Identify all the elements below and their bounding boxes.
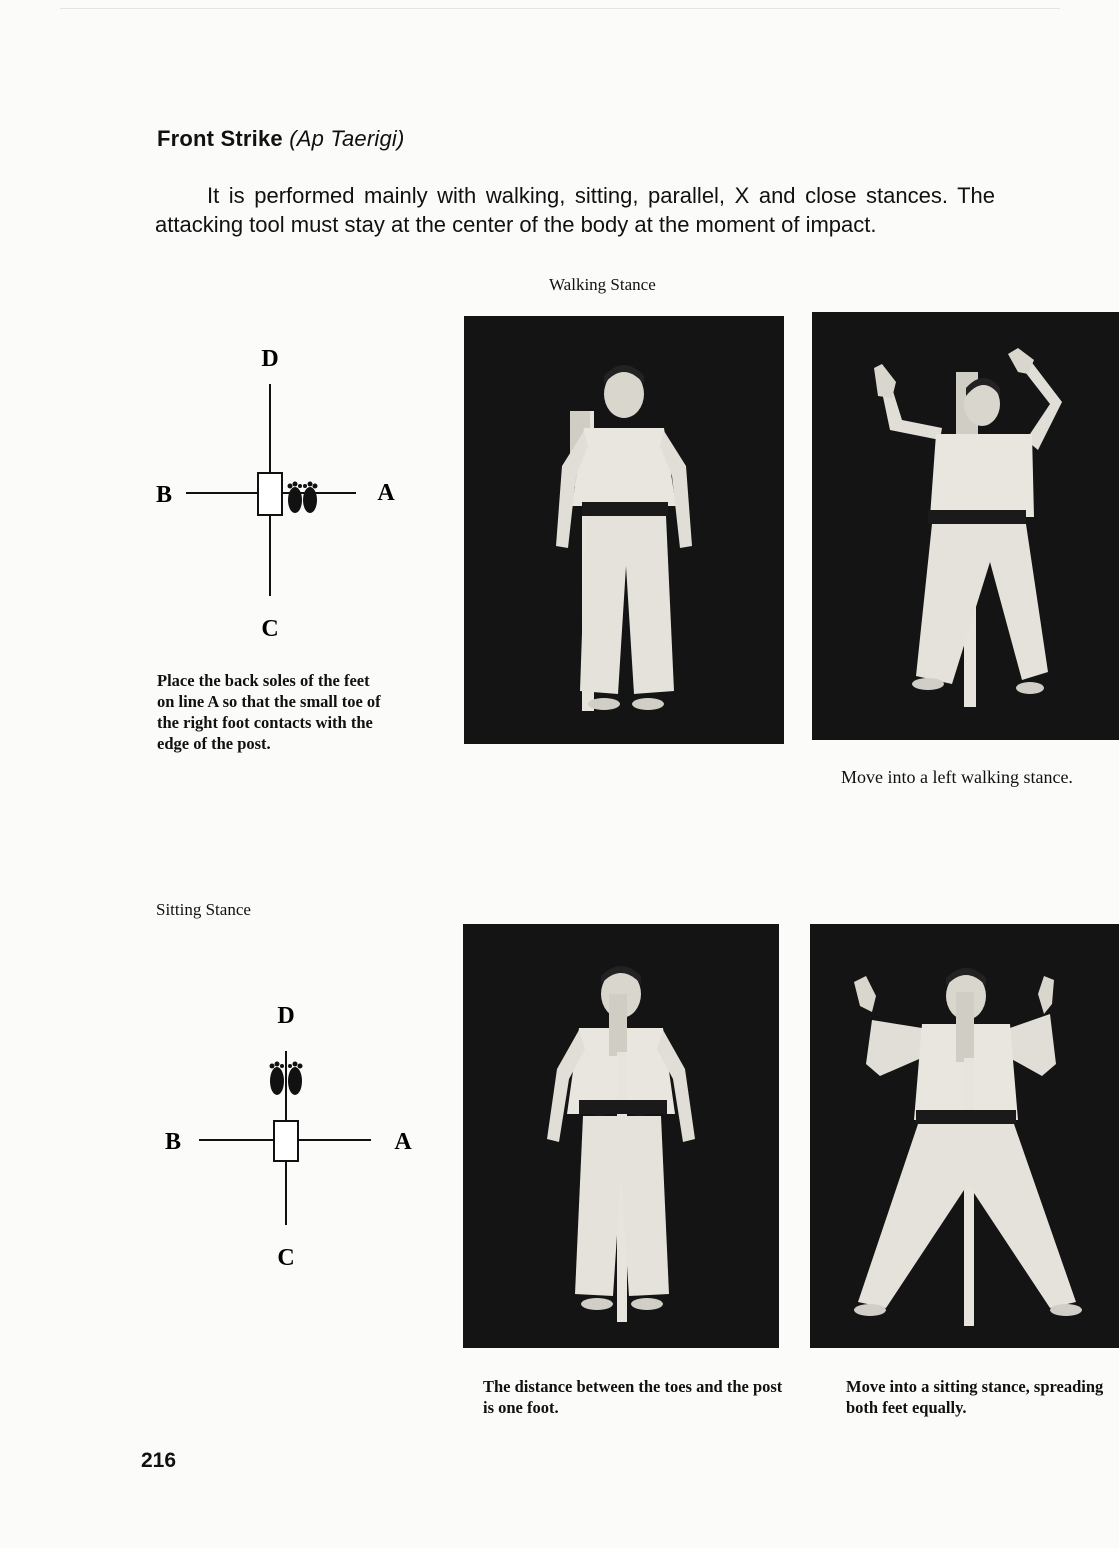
post-marker	[274, 1121, 298, 1161]
walking-stance-label: Walking Stance	[549, 275, 656, 294]
label-a: A	[394, 1129, 412, 1155]
feet-icon	[288, 482, 318, 514]
label-d: D	[277, 1003, 295, 1029]
sitting-photo-stance	[810, 924, 1119, 1348]
top-rule	[60, 8, 1060, 9]
label-d: D	[261, 346, 279, 372]
walking-stance-diagram	[150, 340, 410, 650]
walking-photo-stance	[812, 312, 1119, 740]
title-main: Front Strike	[157, 126, 283, 151]
label-b: B	[155, 482, 173, 508]
sitting-photo2-caption: Move into a sitting stance, spreading both feet equally.	[846, 1377, 1104, 1417]
label-b: B	[164, 1129, 182, 1155]
label-a: A	[377, 480, 395, 506]
page-number: 216	[141, 1449, 177, 1472]
walking-photo2-caption: Move into a left walking stance.	[841, 767, 1073, 787]
title-italic: (Ap Taerigi)	[289, 126, 405, 151]
post-marker	[258, 473, 282, 515]
sitting-stance-diagram	[155, 995, 425, 1285]
intro-paragraph	[155, 181, 995, 239]
label-c: C	[277, 1245, 295, 1271]
sitting-photo1-caption: The distance between the toes and the post is one foot.	[483, 1377, 783, 1417]
walking-diagram-caption: Place the back soles of the feet on line A so that the small toe of the right foot contacts with the edge of the post.	[157, 671, 381, 753]
intro-text: It is performed mainly with walking, sitting, parallel, X and close stances. The attacking tool must stay at the center of the body at the moment of impact.	[155, 183, 995, 237]
walking-photo-ready	[464, 316, 784, 744]
sitting-photo-ready	[463, 924, 779, 1348]
sitting-stance-label: Sitting Stance	[156, 900, 251, 919]
label-c: C	[261, 616, 279, 642]
page-title	[157, 126, 405, 152]
